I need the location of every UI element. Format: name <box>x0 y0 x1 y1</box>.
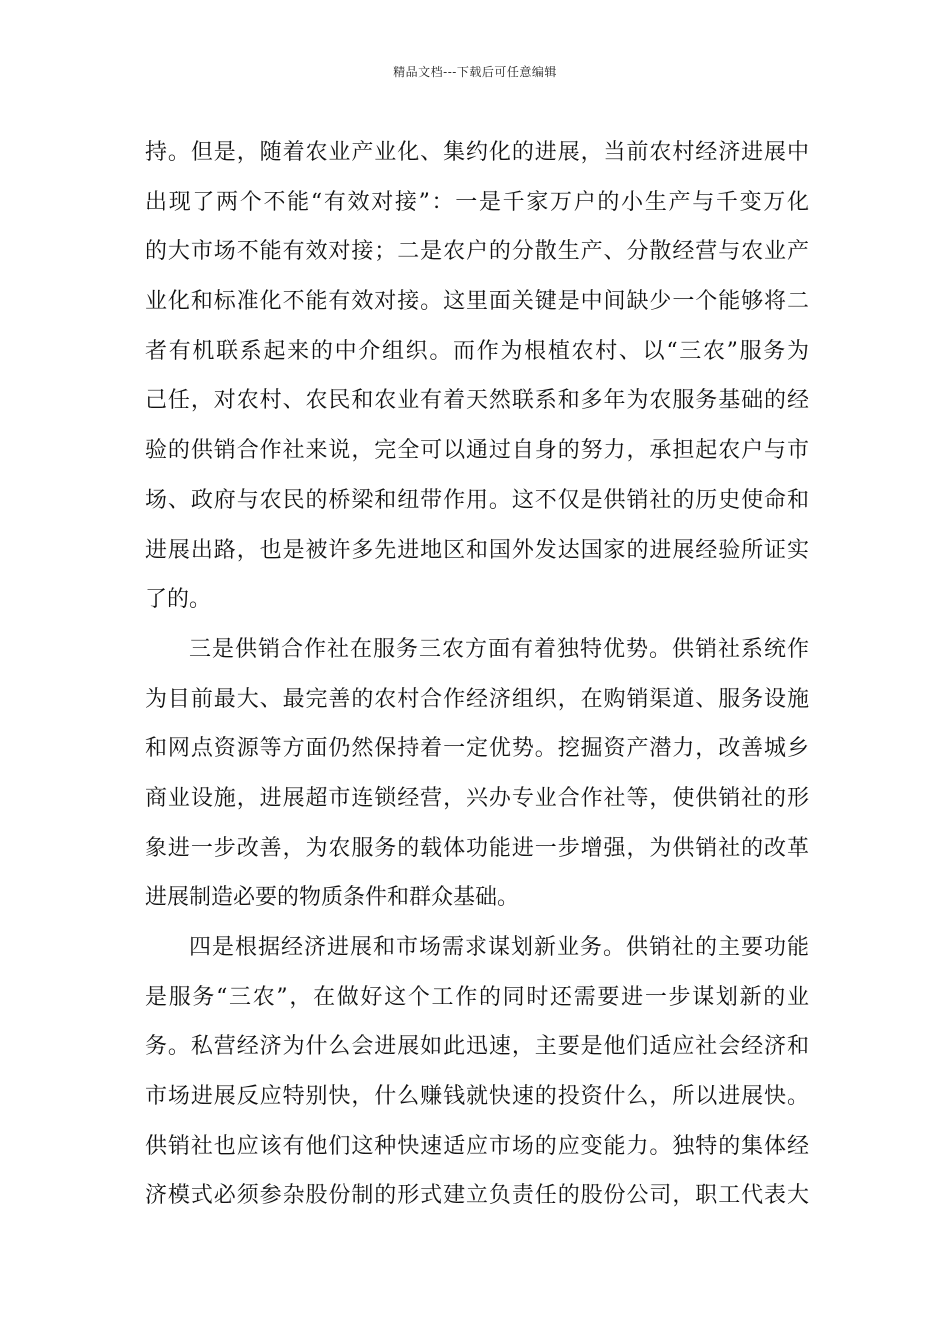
text-line: 了的。 <box>145 587 212 613</box>
document-body <box>145 128 809 1221</box>
text-line: 验的供销合作社来说，完全可以通过自身的努力，承担起农户与市 <box>145 438 809 464</box>
text-line: 持。但是，随着农业产业化、集约化的进展，当前农村经济进展中 <box>145 140 809 165</box>
text-line: 己任，对农村、农民和农业有着天然联系和多年为农服务基础的经 <box>145 388 809 414</box>
text-line: 的大市场不能有效对接；二是农户的分散生产、分散经营与农业产 <box>145 239 809 265</box>
paragraph-start-line: 四是根据经济进展和市场需求谋划新业务。供销社的主要功能 <box>189 935 809 960</box>
text-line: 务。私营经济为什么会进展如此迅速，主要是他们适应社会经济和 <box>145 1034 809 1060</box>
text-line: 进展出路，也是被许多先进地区和国外发达国家的进展经验所证实 <box>145 537 809 563</box>
text-line: 供销社也应该有他们这种快速适应市场的应变能力。独特的集体经 <box>145 1133 809 1159</box>
text-line: 为目前最大、最完善的农村合作经济组织，在购销渠道、服务设施 <box>145 686 809 712</box>
page-header: 精品文档---下载后可任意编辑 <box>393 65 557 79</box>
text-line: 者有机联系起来的中介组织。而作为根植农村、以“三农”服务为 <box>145 338 809 364</box>
text-line: 进展制造必要的物质条件和群众基础。 <box>145 885 520 911</box>
text-line: 场、政府与农民的桥梁和纽带作用。这不仅是供销社的历史使命和 <box>145 487 809 513</box>
text-line: 业化和标准化不能有效对接。这里面关键是中间缺少一个能够将二 <box>145 289 809 315</box>
text-line: 是服务“三农”，在做好这个工作的同时还需要进一步谋划新的业 <box>145 984 809 1010</box>
text-line: 象进一步改善，为农服务的载体功能进一步增强，为供销社的改革 <box>145 835 809 861</box>
text-line: 市场进展反应特别快，什么赚钱就快速的投资什么，所以进展快。 <box>145 1084 809 1110</box>
text-line: 出现了两个不能“有效对接”：一是千家万户的小生产与千变万化 <box>145 189 809 215</box>
text-line: 商业设施，进展超市连锁经营，兴办专业合作社等，使供销社的形 <box>145 785 809 811</box>
paragraph-start-line: 三是供销合作社在服务三农方面有着独特优势。供销社系统作 <box>189 636 809 662</box>
text-line: 济模式必须参杂股份制的形式建立负责任的股份公司，职工代表大 <box>145 1183 809 1209</box>
text-line: 和网点资源等方面仍然保持着一定优势。挖掘资产潜力，改善城乡 <box>145 736 809 762</box>
